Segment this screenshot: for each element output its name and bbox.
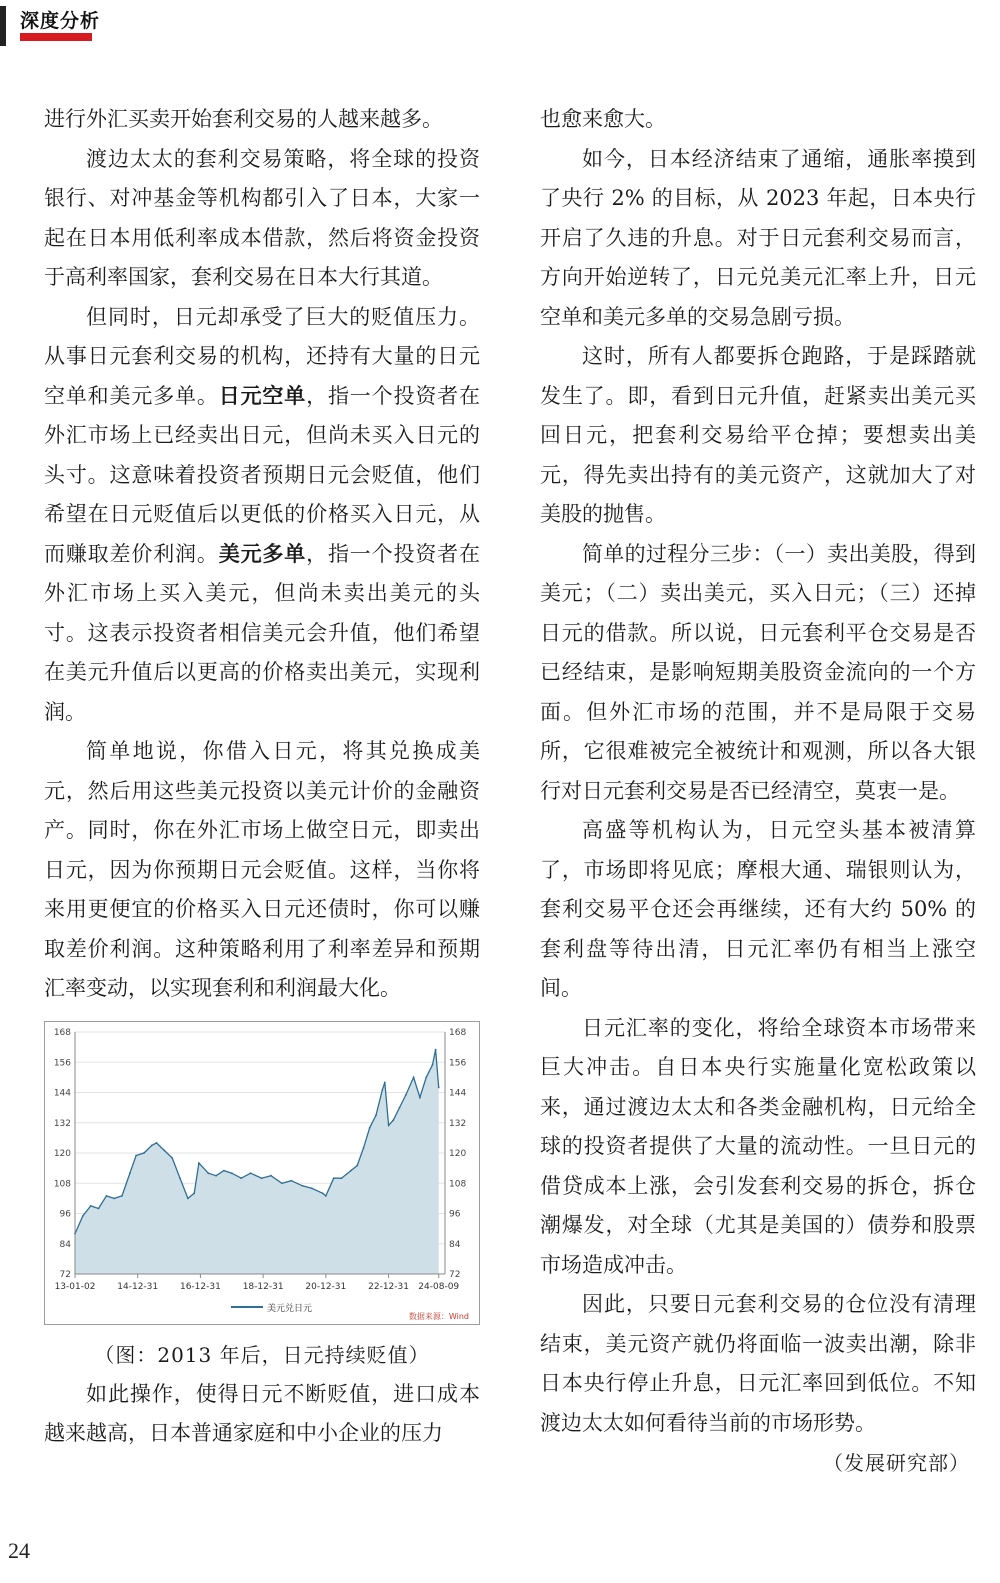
data-point bbox=[311, 1187, 313, 1189]
y-tick-label-left: 144 bbox=[53, 1088, 71, 1098]
paragraph-text: ，指一个投资者在外汇市场上买入美元，但尚未卖出美元的头寸。这表示投资者相信美元会升值，他们希望在美元升值后以更高的价格卖出美元，实现利润。 bbox=[44, 541, 481, 724]
data-point bbox=[179, 1177, 181, 1179]
paragraph: 高盛等机构认为，日元空头基本被清算了，市场即将见底；摩根大通、瑞银则认为，套利交易平仓还会再继续，还有大约 50% 的套利盘等待出清，日元汇率仍有相当上涨空间。 bbox=[540, 818, 976, 1000]
data-point bbox=[98, 1207, 100, 1209]
right-column bbox=[540, 100, 976, 1483]
data-point bbox=[392, 1119, 394, 1121]
paragraph: 渡边太太的套利交易策略，将全球的投资银行、对冲基金等机构都引入了日本，大家一起在日本用低利率成本借款，然后将资金投资于高利率国家，套利交易在日本大行其道。 bbox=[44, 146, 480, 289]
data-point bbox=[156, 1142, 158, 1144]
y-tick-label-right: 120 bbox=[449, 1148, 467, 1159]
data-point bbox=[425, 1076, 427, 1078]
paragraph: 日元汇率的变化，将给全球资本市场带来巨大冲击。自日本央行实施量化宽松政策以来，通过渡边太太和各类金融机构，日元给全球的投资者提供了大量的流动性。一旦日元的借贷成本上涨，会引发套利交易的拆仓，拆仓潮爆发，对全球（尤其是美国的）债券和股票市场造成冲击。 bbox=[540, 1015, 976, 1277]
data-point bbox=[369, 1126, 371, 1128]
data-point bbox=[432, 1063, 434, 1065]
data-point bbox=[333, 1177, 335, 1179]
x-tick-label: 22-12-31 bbox=[368, 1281, 409, 1292]
term-yen-short: 日元空单 bbox=[218, 383, 307, 408]
data-point bbox=[405, 1094, 407, 1096]
legend-label: 美元兑日元 bbox=[267, 1303, 313, 1314]
chart-source: 数据来源：Wind bbox=[408, 1311, 469, 1321]
y-tick-label-right: 108 bbox=[449, 1178, 467, 1189]
chart-caption: （图：2013 年后，日元持续贬值） bbox=[94, 1342, 430, 1367]
data-point bbox=[171, 1157, 173, 1159]
data-point bbox=[291, 1179, 293, 1181]
data-point bbox=[164, 1149, 166, 1151]
data-point bbox=[135, 1154, 137, 1156]
section-label: 深度分析 bbox=[20, 10, 101, 32]
y-tick-label-right: 168 bbox=[449, 1027, 467, 1038]
left-column bbox=[44, 100, 480, 1454]
data-point bbox=[250, 1172, 252, 1174]
y-tick-label-left: 96 bbox=[59, 1209, 71, 1219]
data-point bbox=[270, 1174, 272, 1176]
data-point bbox=[223, 1169, 225, 1171]
data-point bbox=[388, 1124, 390, 1126]
y-tick-label-left: 72 bbox=[59, 1269, 71, 1280]
y-tick-label-right: 84 bbox=[449, 1239, 461, 1250]
data-point bbox=[322, 1192, 324, 1194]
data-point bbox=[381, 1089, 383, 1091]
paragraph: 进行外汇买卖开始套利交易的人越来越多。 bbox=[44, 107, 443, 131]
data-point bbox=[350, 1169, 352, 1171]
data-point bbox=[187, 1197, 189, 1199]
data-point bbox=[399, 1106, 401, 1108]
data-point bbox=[325, 1195, 327, 1197]
term-usd-long: 美元多单 bbox=[218, 541, 307, 566]
data-point bbox=[341, 1177, 343, 1179]
data-point bbox=[261, 1177, 263, 1179]
x-tick-label: 14-12-31 bbox=[117, 1281, 159, 1292]
data-point bbox=[113, 1197, 115, 1199]
x-tick-label: 13-01-02 bbox=[54, 1281, 96, 1292]
data-point bbox=[301, 1184, 303, 1186]
paragraph: 如此操作，使得日元不断贬值，进口成本越来越高，日本普通家庭和中小企业的压力 bbox=[44, 1381, 480, 1445]
data-point bbox=[207, 1172, 209, 1174]
y-tick-label-left: 120 bbox=[53, 1148, 71, 1159]
y-tick-label-right: 132 bbox=[449, 1118, 467, 1129]
y-tick-label-left: 156 bbox=[53, 1057, 71, 1068]
header-red-underline bbox=[20, 33, 92, 41]
y-tick-label-right: 156 bbox=[449, 1057, 467, 1068]
data-point bbox=[419, 1096, 421, 1098]
y-tick-label-left: 108 bbox=[53, 1178, 71, 1189]
x-tick-label: 18-12-31 bbox=[242, 1281, 284, 1292]
data-point bbox=[143, 1152, 145, 1154]
data-point bbox=[151, 1144, 153, 1146]
y-tick-label-right: 72 bbox=[449, 1269, 461, 1280]
paragraph: 如今，日本经济结束了通缩，通胀率摸到了央行 2% 的目标，从 2023 年起，日本央行开启了久违的升息。对于日元套利交易而言，方向开始逆转了，日元兑美元汇率上升，日元空单和美元多单的交易急剧亏损。 bbox=[540, 146, 976, 329]
x-tick-label: 16-12-31 bbox=[179, 1281, 221, 1292]
usdjpy-chart bbox=[44, 1021, 480, 1325]
data-point bbox=[384, 1081, 386, 1083]
paragraph: 因此，只要日元套利交易的仓位没有清理结束，美元资产就仍将面临一波卖出潮，除非日本央行停止升息，日元汇率回到低位。不知渡边太太如何看待当前的市场形势。 bbox=[540, 1292, 976, 1435]
y-tick-label-right: 144 bbox=[449, 1088, 467, 1098]
page-number: 24 bbox=[8, 1538, 30, 1563]
author-signature: （发展研究部） bbox=[823, 1451, 970, 1475]
data-point bbox=[240, 1177, 242, 1179]
data-point bbox=[193, 1192, 195, 1194]
data-point bbox=[106, 1195, 108, 1197]
data-point bbox=[356, 1164, 358, 1166]
data-point bbox=[413, 1076, 415, 1078]
data-point bbox=[129, 1172, 131, 1174]
data-point bbox=[363, 1147, 365, 1149]
data-point bbox=[121, 1195, 123, 1197]
data-point bbox=[375, 1114, 377, 1116]
data-point bbox=[90, 1205, 92, 1207]
y-tick-label-left: 132 bbox=[53, 1118, 71, 1129]
y-tick-label-left: 84 bbox=[59, 1239, 71, 1250]
usdjpy-chart-svg bbox=[45, 1022, 479, 1324]
paragraph-text: ，指一个投资者在外汇市场上已经卖出日元，但尚未买入日元的头寸。这意味着投资者预期日元会贬值，他们希望在日元贬值后以更低的价格买入日元，从而赚取差价利润。 bbox=[44, 383, 481, 566]
paragraph bbox=[44, 298, 480, 733]
y-tick-label-right: 96 bbox=[449, 1209, 461, 1219]
data-point bbox=[435, 1048, 437, 1050]
section-header bbox=[0, 0, 1000, 60]
y-tick-label-left: 168 bbox=[53, 1027, 71, 1038]
x-tick-label: 24-08-09 bbox=[418, 1281, 460, 1292]
paragraph: 也愈来愈大。 bbox=[540, 107, 666, 131]
data-point bbox=[198, 1162, 200, 1164]
paragraph: 简单的过程分三步：（一）卖出美股，得到美元；（二）卖出美元，买入日元；（三）还掉日元的借款。所以说，日元套利平仓交易是否已经结束，是影响短期美股资金流向的一个方面。但外汇市场的范围，并不是局限于交易所，它很难被完全被统计和观测，所以各大银行对日元套利交易是否已经清空，莫衷一是。 bbox=[540, 541, 976, 803]
data-point bbox=[215, 1174, 217, 1176]
header-accent-bar bbox=[0, 6, 6, 46]
paragraph: 这时，所有人都要拆仓跑路，于是踩踏就发生了。即，看到日元升值，赶紧卖出美元买回日元，把套利交易给平仓掉；要想卖出美元，得先卖出持有的美元资产，这就加大了对美股的抛售。 bbox=[540, 344, 976, 526]
paragraph-text: 但同时，日元却承受了巨大的贬值压力。从事日元套利交易的机构，还持有大量的日元空单和美元多单。 bbox=[44, 304, 480, 408]
data-point bbox=[231, 1172, 233, 1174]
data-point bbox=[438, 1086, 440, 1088]
data-point bbox=[281, 1182, 283, 1184]
data-point bbox=[82, 1215, 84, 1217]
x-tick-label: 20-12-31 bbox=[305, 1281, 347, 1292]
paragraph: 简单地说，你借入日元，将其兑换成美元，然后用这些美元投资以美元计价的金融资产。同时，你在外汇市场上做空日元，即卖出日元，因为你预期日元会贬值。这样，当你将来用更便宜的价格买入日元还债时，你可以赚取差价利润。这种策略利用了利率差异和预期汇率变动，以实现套利和利润最大化。 bbox=[44, 739, 480, 1000]
